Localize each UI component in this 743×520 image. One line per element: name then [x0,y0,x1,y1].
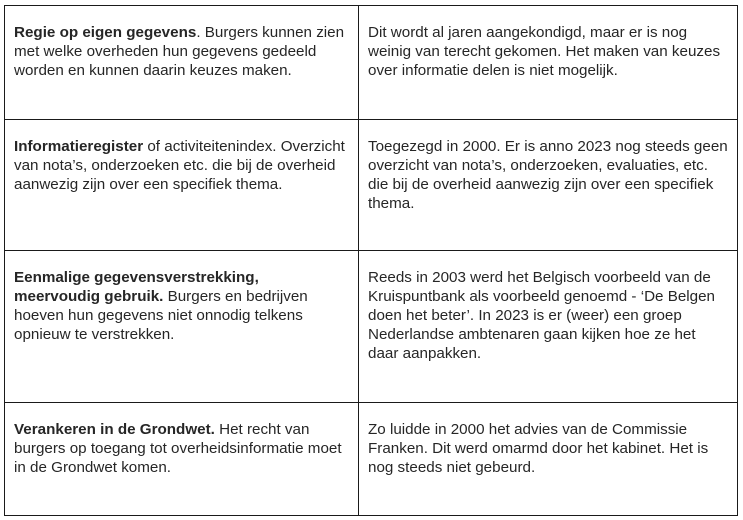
table-row [5,403,738,516]
promise-term: Eenmalige gegevensverstrekking, meervoudig gebruik. [14,269,259,305]
table-row [5,251,738,403]
status-cell: Reeds in 2003 werd het Belgisch voorbeeld van de Kruispuntbank als voorbeeld genoemd - ‘De Belgen doen het beter’. In 2023 is er (weer) een groep Nederlandse ambtenaren gaan kijken hoe ze het daar aanpakken. [359,251,738,403]
promise-cell [5,120,359,251]
promise-description: Het recht van burgers op toegang tot overheidsinformatie moet in de Grondwet komen. [14,421,342,476]
table-row [5,6,738,120]
status-cell: Zo luidde in 2000 het advies van de Commissie Franken. Dit werd omarmd door het kabinet. Het is nog steeds niet gebeurd. [359,403,738,516]
promise-description: . Burgers kunnen zien met welke overheden hun gegevens gedeeld worden en kunnen daarin keuzes maken. [14,24,345,79]
promise-term: Informatieregister [14,138,144,155]
promise-cell [5,251,359,403]
promise-description: Burgers en bedrijven hoeven hun gegevens niet onnodig telkens opnieuw te verstrekken. [14,288,308,343]
promise-term: Regie op eigen gegevens [14,24,197,41]
promises-table [4,5,738,516]
promise-description: of activiteitenindex. Overzicht van nota’s, onderzoeken etc. die bij de overheid aanwezig zijn over een specifiek thema. [14,138,345,193]
status-cell: Dit wordt al jaren aangekondigd, maar er is nog weinig van terecht gekomen. Het maken van keuzes over informatie delen is niet mogelijk. [359,6,738,120]
promise-cell [5,403,359,516]
table-row [5,120,738,251]
promise-cell [5,6,359,120]
promise-term: Verankeren in de Grondwet. [14,421,215,438]
status-cell: Toegezegd in 2000. Er is anno 2023 nog steeds geen overzicht van nota’s, onderzoeken, evaluaties, etc. die bij de overheid aanwezig zijn over een specifiek thema. [359,120,738,251]
